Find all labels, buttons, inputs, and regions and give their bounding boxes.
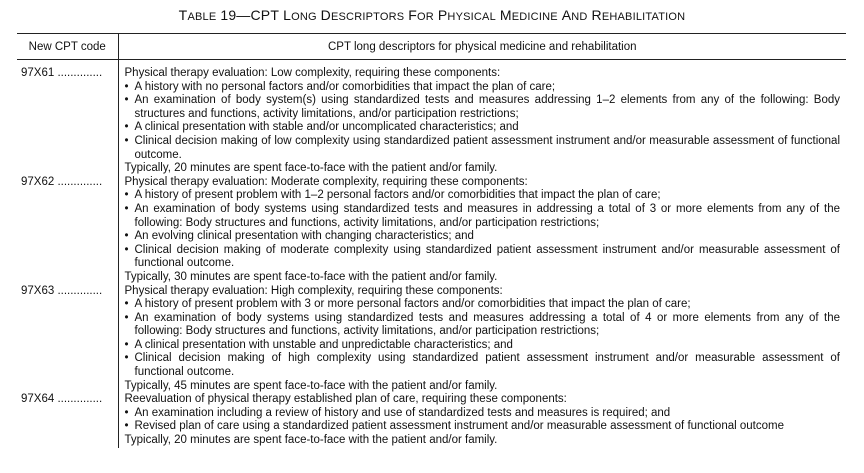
bullet-icon: • [124,243,129,256]
descriptor-bullet: • Revised plan of care using a standardized patient assessment instrument and/or measurable assessment of functional outcome [124,420,784,433]
bullet-icon: • [124,230,129,243]
title-word: LONG [283,7,317,23]
title-prefix-cap: T [178,7,188,23]
table-row [17,285,846,394]
bullet-icon: • [124,121,129,134]
descriptor-bullet: • An evolving clinical presentation with changing characteristics; and [124,230,474,243]
title-word: MEDICINE [499,7,558,23]
bullet-icon: • [124,134,129,147]
bullet-icon: • [124,80,129,93]
descriptor-intro: Physical therapy evaluation: Moderate complexity, requiring these components: [124,175,528,188]
cpt-descriptor-table [17,33,846,448]
table-header-row [17,34,846,60]
header-cpt-long-descriptors: CPT long descriptors for physical medicine and rehabilitation [118,34,846,60]
bullet-icon: • [124,406,129,419]
bullet-icon: • [124,189,129,202]
title-word: REHABILITATION [591,7,686,23]
descriptor-bullet: • A clinical presentation with stable and/or uncomplicated characteristics; and [124,121,519,134]
title-word: PHYSICAL [437,7,496,23]
title-number: 19—CPT [220,7,280,23]
table-row [17,60,846,176]
bullet-icon: • [124,352,129,365]
descriptor-bullet: • An examination of body system(s) using standardized tests and measures addressing 1–2 elements from any of the following: Body structures and functions, activity limitations, and/or participation restrictions; [124,94,840,120]
descriptor-bullet: • Clinical decision making of high complexity using standardized patient assessment instrument and/or measurable assessment of functional outcome. [124,352,840,379]
descriptor-bullet: • Clinical decision making of moderate complexity using standardized patient assessment instrument and/or measurable assessment of functional outcome. [124,243,840,270]
cpt-code: 97X63 .............. [17,285,118,394]
descriptor-closing: Typically, 20 minutes are spent face-to-face with the patient and/or family. [124,162,498,175]
descriptor-intro: Reevaluation of physical therapy established plan of care, requiring these components: [124,393,567,406]
title-word: AND [561,7,588,23]
descriptor-intro: Physical therapy evaluation: High complexity, requiring these components: [124,284,503,297]
title-word: DESCRIPTORS [320,7,405,23]
bullet-icon: • [124,94,129,107]
descriptor-bullet: • An examination of body systems using standardized tests and measures in addressing a total of 3 or more elements from any of the following: Body structures and functions, activity limitations, and/or participation restrictions; [124,202,840,229]
descriptor-bullet: • An examination including a review of history and use of standardized tests and measures is required; and [124,406,671,419]
table-row [17,393,846,447]
cpt-descriptor [118,176,846,285]
header-new-cpt-code: New CPT code [17,34,118,60]
title-word: FOR [408,7,434,23]
cpt-code: 97X62 .............. [17,176,118,285]
bullet-icon: • [124,202,129,215]
descriptor-closing: Typically, 20 minutes are spent face-to-face with the patient and/or family. [124,434,498,447]
descriptor-closing: Typically, 45 minutes are spent face-to-face with the patient and/or family. [124,379,498,392]
bullet-icon: • [124,298,129,311]
bullet-icon: • [124,338,129,351]
table-title [0,7,864,23]
bullet-icon: • [124,420,129,433]
descriptor-bullet: • An examination of body systems using standardized tests and measures addressing a total of 4 or more elements from any of the following: Body structures and functions, activity limitations, and/or participation restrictions; [124,311,840,338]
table-row [17,176,846,285]
descriptor-bullet: • A clinical presentation with unstable and unpredictable characteristics; and [124,338,513,351]
bullet-icon: • [124,311,129,324]
descriptor-bullet: • A history with no personal factors and/or comorbidities that impact the plan of care; [124,80,556,93]
descriptor-intro: Physical therapy evaluation: Low complexity, requiring these components: [124,67,501,79]
cpt-descriptor [118,285,846,394]
descriptor-bullet: • Clinical decision making of low complexity using standardized patient assessment instrument and/or measurable assessment of functional outcome. [124,134,840,161]
cpt-descriptor [118,60,846,176]
descriptor-closing: Typically, 30 minutes are spent face-to-face with the patient and/or family. [124,270,498,283]
cpt-code: 97X64 .............. [17,393,118,447]
cpt-descriptor [118,393,846,447]
descriptor-bullet: • A history of present problem with 1–2 personal factors and/or comorbidities that impact the plan of care; [124,189,661,202]
descriptor-bullet: • A history of present problem with 3 or more personal factors and/or comorbidities that impact the plan of care; [124,298,691,311]
title-prefix-rest: ABLE [187,11,217,23]
cpt-code: 97X61 .............. [17,60,118,176]
